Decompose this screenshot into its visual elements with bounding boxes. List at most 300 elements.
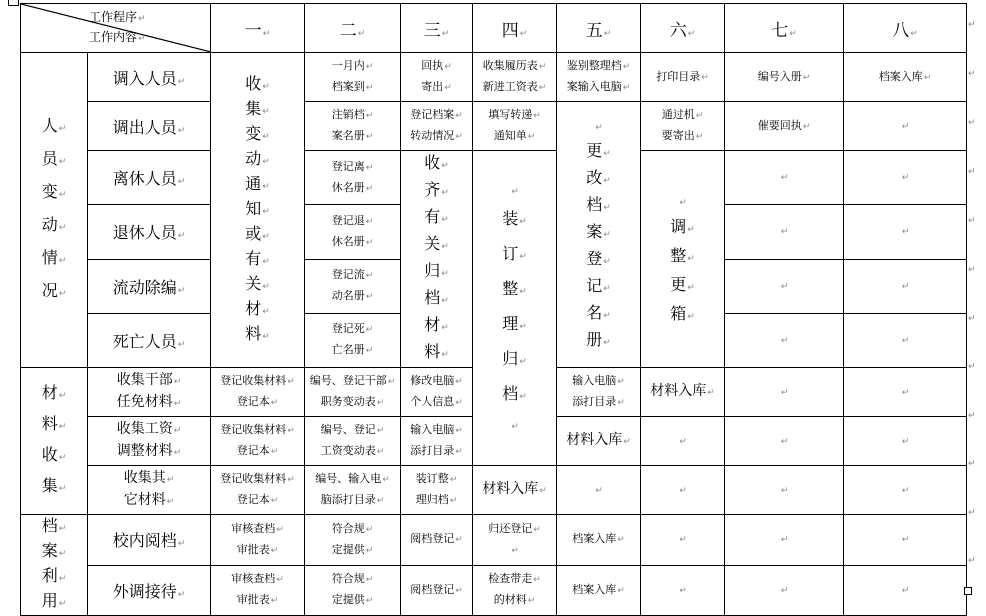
- paragraph-mark-icon: ↵: [695, 132, 704, 142]
- cell-text: 登记收集材料: [220, 374, 287, 387]
- vertical-char: [42, 515, 67, 540]
- cell-text: 工资变动表: [320, 444, 376, 457]
- cell-line: [401, 490, 472, 511]
- cell-line: [844, 580, 966, 601]
- table-cell[interactable]: [725, 313, 844, 367]
- cell-text: 填写转递: [488, 108, 533, 121]
- cell-content: [844, 431, 966, 452]
- table-cell[interactable]: [641, 368, 725, 417]
- row-label[interactable]: [88, 565, 211, 616]
- paragraph-mark-icon: ↵: [617, 398, 625, 408]
- vertical-char: [42, 540, 67, 565]
- paragraph-mark-icon: ↵: [687, 28, 696, 39]
- vertical-char: [424, 151, 449, 178]
- paragraph-mark-icon: ↵: [533, 111, 541, 121]
- paragraph-mark-icon: ↵: [603, 284, 611, 294]
- cell-text: 添打目录: [410, 444, 455, 457]
- row-end-mark-icon: ↵: [968, 167, 976, 177]
- table-cell[interactable]: [844, 205, 967, 259]
- cell-text: 材: [41, 383, 58, 402]
- cell-text: 寄出: [421, 80, 444, 93]
- vertical-text: [424, 151, 449, 367]
- cell-text: 收: [41, 445, 58, 464]
- table-cell[interactable]: [401, 53, 473, 102]
- cell-line: [305, 519, 400, 540]
- table-cell[interactable]: [844, 565, 967, 616]
- table-cell[interactable]: [305, 313, 401, 367]
- table-cell[interactable]: [401, 466, 473, 515]
- cell-content: [88, 329, 210, 352]
- row-label[interactable]: [88, 368, 211, 417]
- cell-content: [844, 167, 966, 188]
- paragraph-mark-icon: ↵: [455, 535, 463, 546]
- paragraph-mark-icon: ↵: [603, 176, 611, 186]
- paragraph-mark-icon: ↵: [780, 335, 789, 346]
- cell-text: 输入电脑: [572, 374, 617, 387]
- cell-text: 理归档: [415, 493, 449, 506]
- table-cell[interactable]: [557, 565, 641, 616]
- table-cell[interactable]: [211, 466, 305, 515]
- cell-text: 校内阅档: [112, 531, 177, 551]
- row-label[interactable]: [88, 102, 211, 151]
- paragraph-mark-icon: ↵: [276, 524, 284, 535]
- lead-mark: [586, 114, 611, 139]
- cell-text: 死亡人员: [112, 331, 177, 351]
- cell-text: 调出人员: [112, 117, 177, 137]
- vertical-char: [424, 178, 449, 205]
- table-cell[interactable]: [844, 102, 967, 151]
- cell-text: 编号入册: [757, 69, 802, 83]
- row-label[interactable]: [88, 53, 211, 102]
- cell-content: [725, 480, 843, 501]
- table-cell[interactable]: [641, 466, 725, 515]
- cell-content: [557, 371, 640, 413]
- table-cell[interactable]: [844, 53, 967, 102]
- cell-text: 材: [424, 315, 441, 334]
- paragraph-mark-icon: ↵: [441, 188, 449, 198]
- table-cell[interactable]: [473, 102, 557, 151]
- cell-content: [844, 221, 966, 242]
- cell-content: [305, 265, 400, 307]
- paragraph-mark-icon: ↵: [511, 545, 519, 556]
- table-cell[interactable]: [844, 313, 967, 367]
- cell-line: [844, 167, 966, 188]
- paragraph-mark-icon: ↵: [365, 575, 374, 586]
- table-cell[interactable]: [305, 466, 401, 515]
- table-cell[interactable]: [305, 515, 401, 566]
- cell-line: [88, 468, 210, 490]
- cell-line: [401, 469, 472, 490]
- cell-line: [305, 340, 400, 361]
- cell-content: [844, 276, 966, 297]
- step-label: 一: [244, 20, 262, 41]
- cell-line: [305, 56, 400, 77]
- row-label[interactable]: [88, 515, 211, 566]
- vertical-char: [245, 298, 270, 323]
- table-cell[interactable]: [641, 53, 725, 102]
- cell-text: 休名册: [331, 180, 365, 194]
- vertical-char: [42, 565, 67, 590]
- row-label[interactable]: [88, 259, 211, 313]
- table-row: [21, 466, 967, 515]
- table-cell[interactable]: [211, 368, 305, 417]
- cell-text: 或: [245, 223, 262, 243]
- cell-line: [844, 529, 966, 550]
- cell-content: [401, 469, 472, 511]
- vertical-text: [42, 515, 67, 615]
- cell-line: [401, 56, 472, 77]
- cell-content: [305, 56, 400, 98]
- paragraph-mark-icon: ↵: [802, 121, 811, 132]
- table-cell[interactable]: [473, 565, 557, 616]
- table-cell[interactable]: [844, 417, 967, 466]
- cell-line: [725, 529, 843, 550]
- cell-content: [557, 529, 640, 550]
- cell-line: [401, 420, 472, 441]
- cell-content: [725, 167, 843, 188]
- paragraph-mark-icon: ↵: [270, 596, 279, 607]
- cell-content: [88, 370, 210, 414]
- cell-line: [305, 211, 400, 232]
- paragraph-mark-icon: ↵: [58, 124, 67, 134]
- cell-text: 的材料: [493, 593, 527, 607]
- lead-mark: [502, 178, 527, 203]
- cell-line: [473, 519, 556, 540]
- cell-text: 通过机: [661, 108, 695, 121]
- paragraph-mark-icon: ↵: [901, 173, 910, 184]
- paragraph-mark-icon: ↵: [623, 437, 631, 447]
- step3-merged-cell[interactable]: [401, 151, 473, 368]
- cell-line: [844, 221, 966, 242]
- table-cell[interactable]: [844, 466, 967, 515]
- cell-content: [844, 116, 966, 137]
- paragraph-mark-icon: ↵: [539, 486, 547, 496]
- row-label[interactable]: [88, 205, 211, 259]
- vertical-char: [502, 273, 527, 308]
- table-cell[interactable]: [305, 259, 401, 313]
- table-cell[interactable]: [725, 515, 844, 566]
- cell-line: [305, 178, 400, 199]
- paragraph-mark-icon: ↵: [58, 289, 67, 299]
- cell-line: [211, 490, 304, 511]
- paragraph-mark-icon: ↵: [58, 524, 67, 534]
- cell-text: 齐: [424, 180, 441, 199]
- cell-line: [88, 490, 210, 512]
- paragraph-mark-icon: ↵: [387, 377, 396, 387]
- cell-content: [557, 480, 640, 501]
- table-cell[interactable]: [211, 565, 305, 616]
- step-header-5: [557, 4, 641, 53]
- cell-content: [641, 580, 724, 601]
- cell-text: 新进工资表: [482, 80, 538, 93]
- cell-text: 更: [670, 274, 687, 294]
- table-cell[interactable]: [844, 259, 967, 313]
- cell-content: [725, 221, 843, 242]
- paragraph-mark-icon: ↵: [455, 111, 463, 121]
- cell-line: [305, 105, 400, 126]
- table-cell[interactable]: [305, 205, 401, 259]
- cell-line: [725, 221, 843, 242]
- cell-line: [725, 330, 843, 351]
- vertical-char: [502, 203, 527, 238]
- table-move-handle[interactable]: [8, 0, 19, 6]
- row-end-mark-icon: ↵: [968, 69, 976, 79]
- cell-line: [725, 116, 843, 137]
- cell-text: 材料入库: [566, 432, 623, 448]
- table-cell[interactable]: [725, 417, 844, 466]
- cell-text: 一月内: [331, 59, 365, 72]
- section-label-usage[interactable]: [21, 515, 88, 616]
- table-cell[interactable]: [725, 102, 844, 151]
- paragraph-mark-icon: ↵: [603, 230, 611, 240]
- table-cell[interactable]: [641, 102, 725, 151]
- cell-text: 人: [41, 116, 58, 135]
- cell-line: [844, 330, 966, 351]
- table-cell[interactable]: [557, 53, 641, 102]
- cell-line: [305, 265, 400, 286]
- paragraph-mark-icon: ↵: [287, 475, 295, 485]
- cell-line: [305, 490, 400, 511]
- cell-content: [305, 211, 400, 253]
- cell-text: 改: [586, 168, 603, 187]
- step-header-1: [211, 4, 305, 53]
- cell-line: [641, 431, 724, 452]
- row-end-mark-icon: ↵: [968, 556, 976, 566]
- table-cell[interactable]: [401, 565, 473, 616]
- step-label: 二: [339, 20, 357, 41]
- paragraph-mark-icon: ↵: [780, 585, 789, 596]
- table-cell[interactable]: [473, 515, 557, 566]
- corner-bottom-label: [89, 28, 146, 45]
- cell-content: [641, 381, 724, 403]
- step5-merged-cell[interactable]: [557, 102, 641, 368]
- cell-content: [725, 116, 843, 137]
- cell-text: 登记收集材料: [220, 472, 287, 485]
- vertical-char: [424, 205, 449, 232]
- paragraph-mark-icon: ↵: [617, 535, 625, 546]
- cell-line: [473, 77, 556, 98]
- cell-text: 要寄出: [661, 129, 695, 142]
- paragraph-mark-icon: ↵: [262, 81, 270, 92]
- cell-line: [557, 392, 640, 413]
- table-cell[interactable]: [401, 515, 473, 566]
- vertical-char: [42, 590, 67, 615]
- step-header-6: [641, 4, 725, 53]
- cell-line: [725, 167, 843, 188]
- table-cell[interactable]: [725, 151, 844, 205]
- table-cell[interactable]: [641, 515, 725, 566]
- paragraph-mark-icon: ↵: [455, 398, 463, 408]
- paragraph-mark-icon: ↵: [603, 311, 611, 321]
- cell-text: 档案入库: [572, 582, 617, 596]
- cell-content: [88, 115, 210, 138]
- table-cell[interactable]: [305, 417, 401, 466]
- table-cell[interactable]: [641, 565, 725, 616]
- cell-line: [88, 441, 210, 463]
- paragraph-mark-icon: ↵: [365, 271, 374, 282]
- table-cell[interactable]: [305, 565, 401, 616]
- cell-text: 材料入库: [650, 383, 707, 399]
- table-cell[interactable]: [473, 53, 557, 102]
- paragraph-mark-icon: ↵: [58, 484, 67, 494]
- cell-line: [305, 590, 400, 611]
- paragraph-mark-icon: ↵: [376, 447, 385, 457]
- paragraph-mark-icon: ↵: [262, 331, 270, 342]
- cell-content: [844, 330, 966, 351]
- paragraph-mark-icon: ↵: [365, 183, 374, 194]
- table-cell[interactable]: [844, 368, 967, 417]
- paragraph-mark-icon: ↵: [701, 72, 709, 83]
- cell-text: 档案入库: [878, 69, 923, 83]
- table-cell[interactable]: [557, 417, 641, 466]
- table-cell[interactable]: [725, 466, 844, 515]
- row-end-mark-icon: ↵: [968, 362, 976, 372]
- table-cell[interactable]: [305, 368, 401, 417]
- paragraph-mark-icon: ↵: [365, 237, 374, 248]
- cell-text: 登记本: [236, 444, 270, 457]
- cell-line: [641, 381, 724, 403]
- table-cell[interactable]: [211, 417, 305, 466]
- cell-line: [88, 392, 210, 414]
- row-label[interactable]: [88, 313, 211, 367]
- cell-content: [305, 569, 400, 611]
- cell-text: 审批表: [236, 593, 270, 607]
- table-cell[interactable]: [401, 368, 473, 417]
- paragraph-mark-icon: ↵: [441, 296, 449, 306]
- vertical-text: [586, 114, 611, 355]
- vertical-char: [502, 308, 527, 343]
- cell-text: 知: [245, 198, 262, 218]
- paragraph-mark-icon: ↵: [901, 121, 910, 132]
- cell-content: [401, 420, 472, 462]
- table-cell[interactable]: [725, 368, 844, 417]
- paragraph-mark-icon: ↵: [173, 448, 182, 458]
- paragraph-mark-icon: ↵: [901, 485, 910, 496]
- table-cell[interactable]: [557, 515, 641, 566]
- table-cell[interactable]: [557, 368, 641, 417]
- table-cell[interactable]: [725, 565, 844, 616]
- cell-text: 动: [245, 148, 262, 168]
- cell-text: 档: [41, 516, 58, 535]
- cell-content: [88, 220, 210, 243]
- cell-content: [844, 580, 966, 601]
- cell-content: [473, 519, 556, 561]
- step-header-4: [473, 4, 557, 53]
- table-cell[interactable]: [844, 515, 967, 566]
- table-cell[interactable]: [305, 53, 401, 102]
- cell-text: 归还登记: [488, 521, 533, 535]
- cell-text: 编号、登记: [320, 423, 376, 436]
- paragraph-mark-icon: ↵: [780, 281, 789, 292]
- paragraph-mark-icon: ↵: [687, 224, 695, 235]
- table-cell[interactable]: [844, 151, 967, 205]
- table-cell[interactable]: [725, 53, 844, 102]
- table-cell[interactable]: [211, 515, 305, 566]
- vertical-char: [424, 313, 449, 340]
- cell-text: 档: [424, 288, 441, 307]
- table-cell[interactable]: [557, 466, 641, 515]
- cell-text: 登: [586, 249, 603, 268]
- vertical-char: [42, 472, 67, 503]
- table-resize-handle[interactable]: [964, 587, 972, 595]
- cell-content: [211, 519, 304, 561]
- vertical-char: [245, 148, 270, 173]
- cell-text: 整: [502, 279, 519, 298]
- paragraph-mark-icon: ↵: [617, 377, 625, 387]
- cell-text: 档: [586, 195, 603, 214]
- paragraph-mark-icon: ↵: [679, 485, 687, 496]
- cell-line: [401, 126, 472, 147]
- row-label[interactable]: [88, 417, 211, 466]
- cell-content: [305, 371, 400, 413]
- cell-text: 箱: [670, 303, 687, 323]
- cell-line: [473, 479, 556, 501]
- paragraph-mark-icon: ↵: [58, 190, 67, 200]
- table-cell[interactable]: [401, 102, 473, 151]
- cell-content: [211, 569, 304, 611]
- vertical-char: [586, 220, 611, 247]
- cell-line: [473, 126, 556, 147]
- step6-merged-cell[interactable]: [641, 151, 725, 368]
- trail-mark: [502, 413, 527, 438]
- paragraph-mark-icon: ↵: [687, 311, 695, 322]
- paragraph-mark-icon: ↵: [177, 589, 186, 600]
- step-label: 三: [423, 20, 441, 41]
- step4-merged-cell[interactable]: [473, 151, 557, 466]
- row-label[interactable]: [88, 466, 211, 515]
- cell-line: [844, 480, 966, 501]
- table-cell[interactable]: [305, 151, 401, 205]
- section-label-personnel[interactable]: [21, 53, 88, 368]
- paragraph-mark-icon: ↵: [455, 585, 463, 596]
- vertical-char: [502, 343, 527, 378]
- cell-text: 材料入库: [482, 481, 539, 497]
- vertical-char: [670, 214, 695, 243]
- cell-line: [305, 319, 400, 340]
- cell-text: 登记退: [331, 213, 365, 227]
- cell-content: [641, 67, 724, 88]
- paragraph-mark-icon: ↵: [58, 256, 67, 266]
- table-cell[interactable]: [401, 417, 473, 466]
- cell-line: [305, 441, 400, 462]
- cell-content: [725, 382, 843, 403]
- table-cell[interactable]: [305, 102, 401, 151]
- table-cell[interactable]: [725, 259, 844, 313]
- paragraph-mark-icon: ↵: [455, 377, 463, 387]
- row-label[interactable]: [88, 151, 211, 205]
- corner-header-cell: [21, 4, 211, 53]
- step1-merged-cell[interactable]: [211, 53, 305, 368]
- table-cell[interactable]: [725, 205, 844, 259]
- cell-text: 符合规: [331, 521, 365, 535]
- paragraph-mark-icon: ↵: [441, 269, 449, 279]
- paragraph-mark-icon: ↵: [365, 325, 374, 336]
- table-row: [21, 565, 967, 616]
- paragraph-mark-icon: ↵: [441, 161, 449, 171]
- section-label-materials[interactable]: [21, 368, 88, 515]
- cell-text: 催要回执: [757, 118, 802, 132]
- paragraph-mark-icon: ↵: [262, 281, 270, 292]
- table-cell[interactable]: [473, 466, 557, 515]
- paragraph-mark-icon: ↵: [449, 496, 458, 506]
- cell-content: [725, 276, 843, 297]
- paragraph-mark-icon: ↵: [603, 257, 611, 267]
- paragraph-mark-icon: ↵: [58, 157, 67, 167]
- cell-text: 收集干部: [116, 372, 173, 388]
- table-cell[interactable]: [641, 417, 725, 466]
- cell-text: 装: [502, 209, 519, 228]
- cell-content: [88, 419, 210, 463]
